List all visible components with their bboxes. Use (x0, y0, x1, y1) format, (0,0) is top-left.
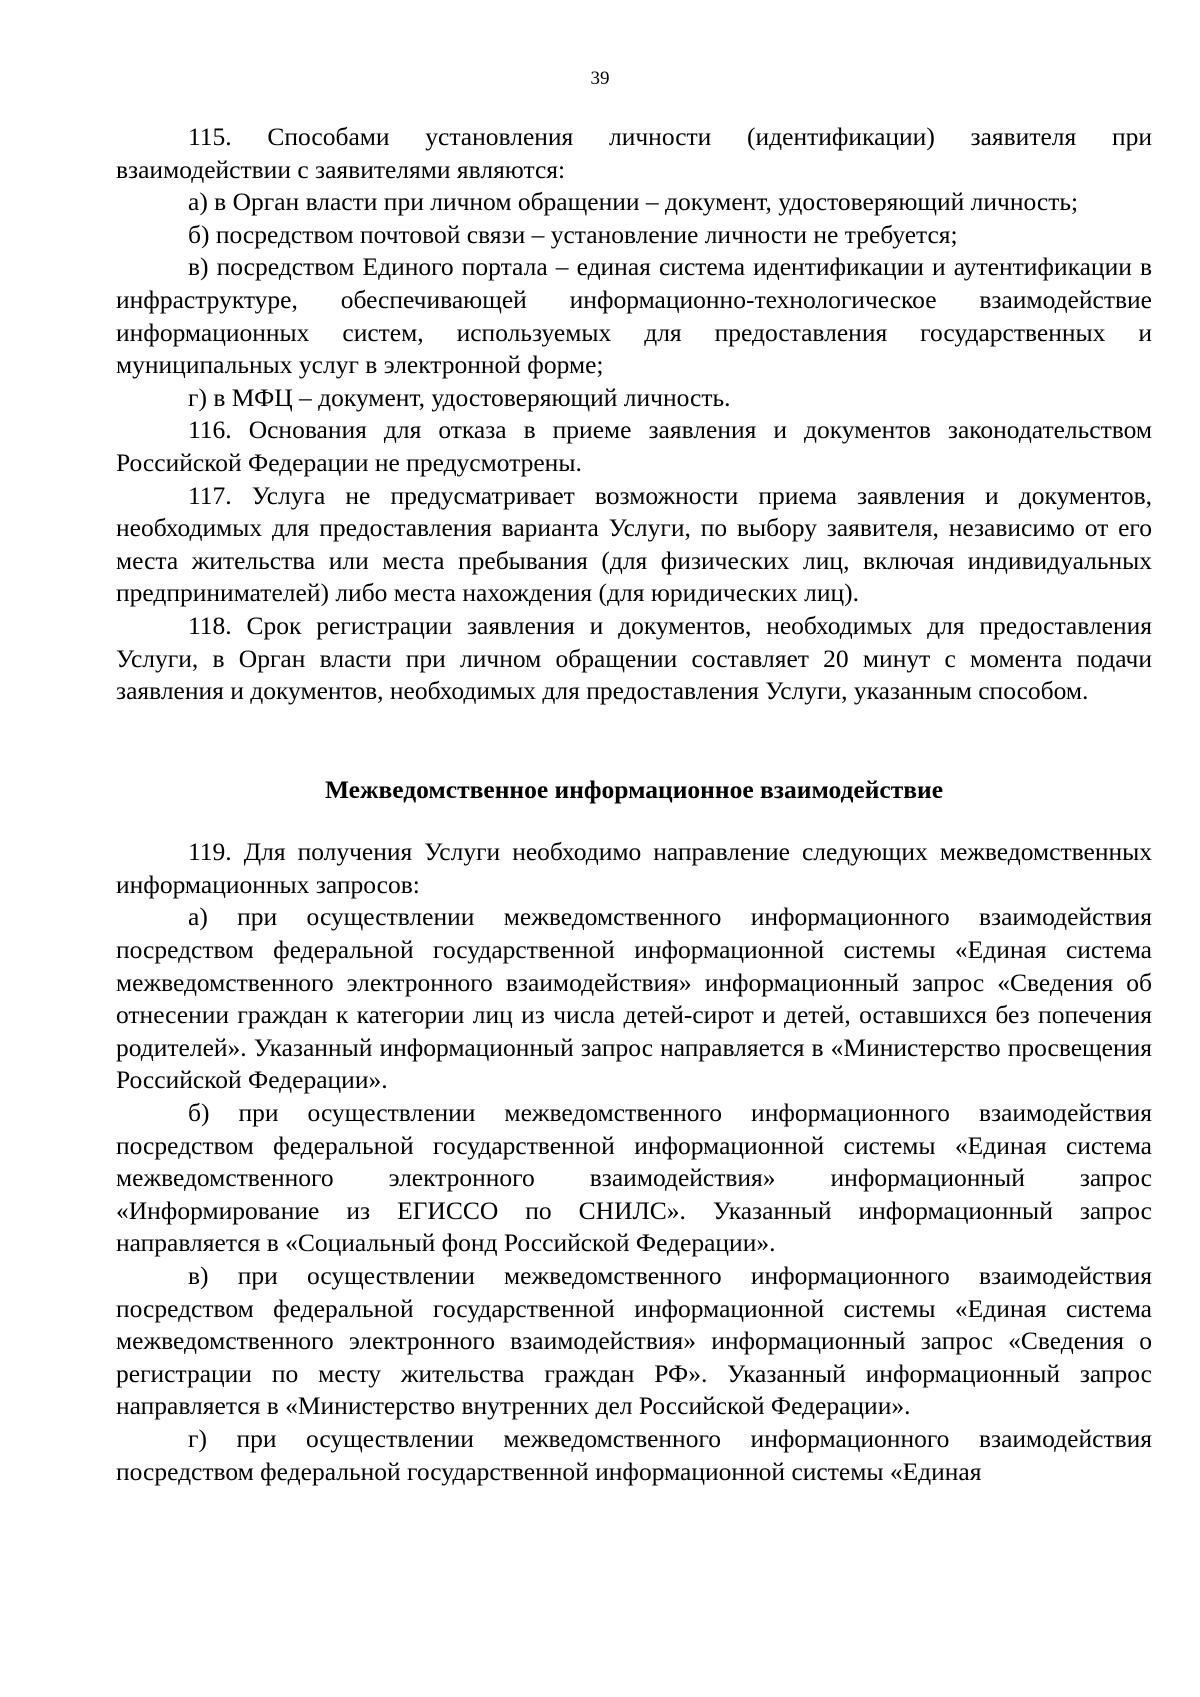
paragraph-119-a: а) при осуществлении межведомственного информационного взаимодействия посредством федеральной государственной информационной системы «Единая система межведомственного электронного взаимодействия» информационный запрос «Сведения об отнесении граждан к категории лиц из числа детей-сирот и детей, оставшихся без попечения родителей». Указанный информационный запрос направляется в «Министерство просвещения Российской Федерации». (116, 902, 1152, 1095)
paragraph-118: 118. Срок регистрации заявления и документов, необходимых для предоставления Услуги, в Орган власти при личном обращении составляет 20 минут с момента подачи заявления и документов, необходимых для предоставления Услуги, указанным способом. (116, 610, 1152, 706)
paragraph-115: 115. Способами установления личности (идентификации) заявителя при взаимодействии с заявителями являются: (116, 122, 1152, 184)
paragraph-117: 117. Услуга не предусматривает возможности приема заявления и документов, необходимых для предоставления варианта Услуги, по выбору заявителя, независимо от его места жительства или места пребывания (для физических лиц, включая индивидуальных предпринимателей) либо места нахождения (для юридических лиц). (116, 480, 1152, 608)
section-heading: Межведомственное информационное взаимодействие (324, 774, 944, 804)
paragraph-115-b: б) посредством почтовой связи – установление личности не требуется; (188, 219, 958, 249)
paragraph-116: 116. Основания для отказа в приеме заявления и документов законодательством Российской Федерации не предусмотрены. (116, 415, 1152, 477)
paragraph-115-a: а) в Орган власти при личном обращении – документ, удостоверяющий личность; (188, 187, 1079, 217)
document-body (116, 121, 1152, 1488)
paragraph-119-g: г) при осуществлении межведомственного информационного взаимодействия посредством федеральной государственной информационной системы «Единая (116, 1423, 1152, 1486)
paragraph-119-v: в) при осуществлении межведомственного информационного взаимодействия посредством федеральной государственной информационной системы «Единая система межведомственного электронного взаимодействия» информационный запрос «Сведения о регистрации по месту жительства граждан РФ». Указанный информационный запрос направляется в «Министерство внутренних дел Российской Федерации». (116, 1261, 1152, 1421)
paragraph-119: 119. Для получения Услуги необходимо направление следующих межведомственных информационных запросов: (116, 837, 1152, 899)
paragraph-119-b: б) при осуществлении межведомственного информационного взаимодействия посредством федеральной государственной информационной системы «Единая система межведомственного электронного взаимодействия» информационный запрос «Информирование из ЕГИССО по СНИЛС». Указанный информационный запрос направляется в «Социальный фонд Российской Федерации». (116, 1098, 1152, 1258)
paragraph-115-g: г) в МФЦ – документ, удостоверяющий личность. (188, 382, 731, 412)
page-number: 39 (590, 68, 610, 89)
paragraph-115-v: в) посредством Единого портала – единая система идентификации и аутентификации в инфраструктуре, обеспечивающей информационно-технологическое взаимодействие информационных систем, используемых для предоставления государственных и муниципальных услуг в электронной форме; (116, 252, 1152, 380)
section-gap (116, 708, 1152, 742)
